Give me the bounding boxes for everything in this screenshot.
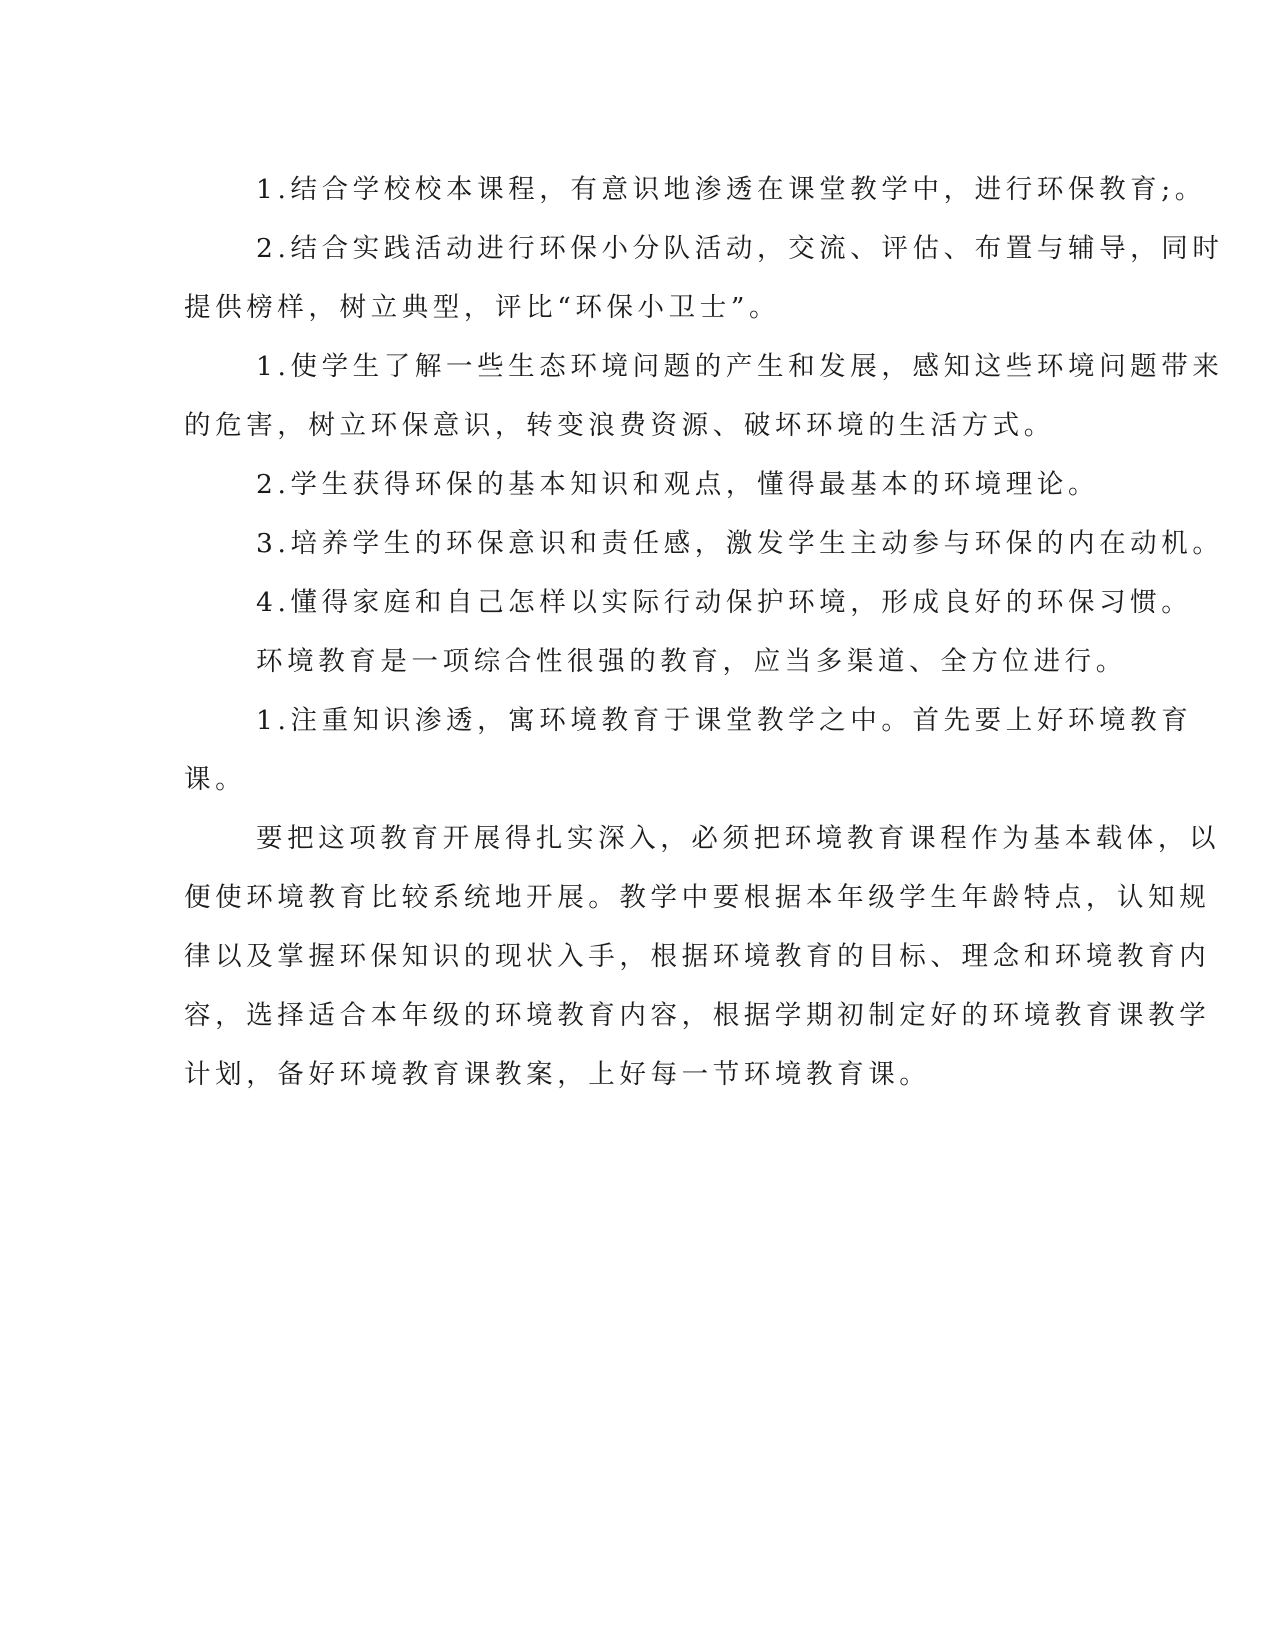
- paragraph-2: 2.结合实践活动进行环保小分队活动，交流、评估、布置与辅导，同时提供榜样，树立典型，评比“环保小卫士”。: [184, 233, 1224, 323]
- paragraph-4: 2.学生获得环保的基本知识和观点，懂得最基本的环境理论。: [256, 469, 1100, 500]
- paragraph-5: 3.培养学生的环保意识和责任感，激发学生主动参与环保的内在动机。: [256, 528, 1224, 559]
- paragraph-9: 要把这项教育开展得扎实深入，必须把环境教育课程作为基本载体，以便使环境教育比较系统地开展。教学中要根据本年级学生年龄特点，认知规律以及掌握环保知识的现状入手，根据环境教育的目标、理念和环境教育内容，选择适合本年级的环境教育内容，根据学期初制定好的环境教育课教学计划，备好环境教育课教案，上好每一节环境教育课。: [184, 823, 1221, 1090]
- paragraph-1: 1.结合学校校本课程，有意识地渗透在课堂教学中，进行环保教育;。: [256, 174, 1206, 205]
- paragraph-7: 环境教育是一项综合性很强的教育，应当多渠道、全方位进行。: [256, 646, 1127, 677]
- paragraph-8: 1.注重知识渗透，寓环境教育于课堂教学之中。首先要上好环境教育课。: [184, 705, 1193, 795]
- document-body: [184, 160, 1229, 1104]
- paragraph-3: 1.使学生了解一些生态环境问题的产生和发展，感知这些环境问题带来的危害，树立环保意识，转变浪费资源、破坏环境的生活方式。: [184, 351, 1224, 441]
- paragraph-6: 4.懂得家庭和自己怎样以实际行动保护环境，形成良好的环保习惯。: [256, 587, 1193, 618]
